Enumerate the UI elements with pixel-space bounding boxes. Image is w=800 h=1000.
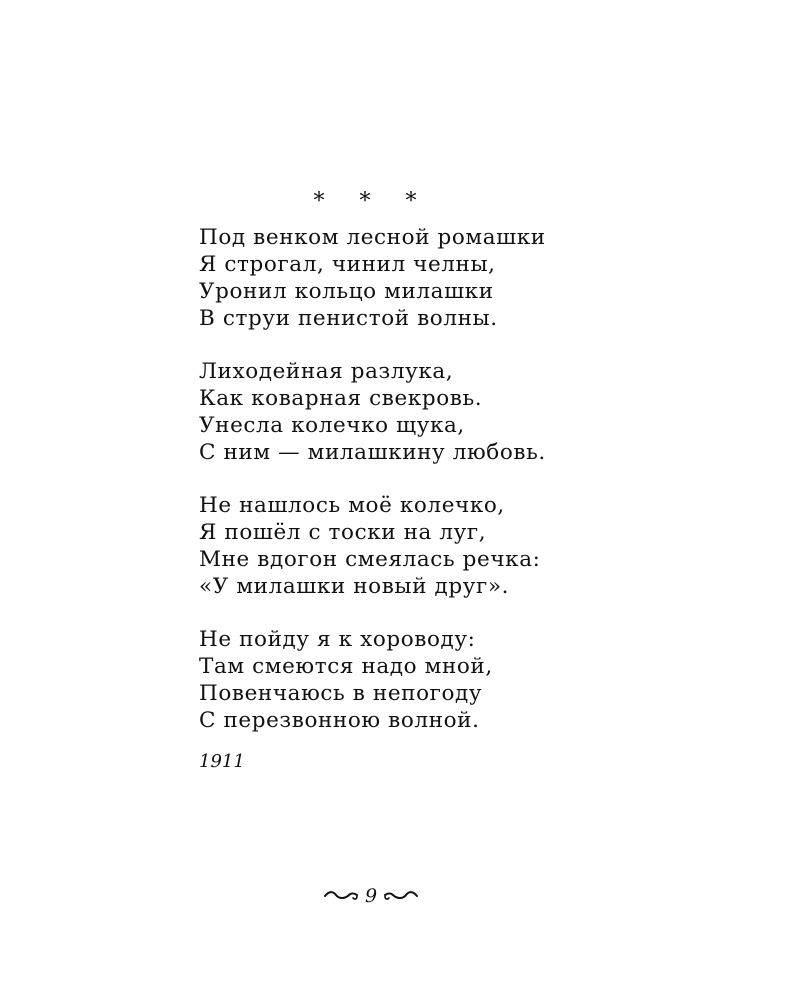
poem-line: «У милашки новый друг». bbox=[199, 574, 510, 599]
poem-date: 1911 bbox=[199, 751, 245, 772]
poem-line: С ним — милашкину любовь. bbox=[199, 440, 546, 465]
right-flourish-icon bbox=[383, 889, 419, 903]
stanza-4 bbox=[199, 626, 739, 734]
stanza-3 bbox=[199, 492, 739, 600]
page-number-footer bbox=[316, 882, 426, 910]
poem-line: Унесла колечко щука, bbox=[199, 413, 465, 438]
poem-line: Уронил кольцо милашки bbox=[199, 279, 494, 304]
stanza-1 bbox=[199, 224, 739, 332]
poem-line: Я строгал, чинил челны, bbox=[199, 252, 496, 277]
poem-line: Лиходейная разлука, bbox=[199, 359, 454, 384]
poem-line: Не нашлось моё колечко, bbox=[199, 493, 505, 518]
poem-line: Повенчаюсь в непогоду bbox=[199, 681, 483, 706]
left-flourish-icon bbox=[323, 889, 359, 903]
poem-line: В струи пенистой волны. bbox=[199, 306, 498, 331]
poem-line: Я пошёл с тоски на луг, bbox=[199, 520, 487, 545]
stanza-2 bbox=[199, 358, 739, 466]
poem-separator: * * * bbox=[313, 189, 431, 214]
poem-line: Мне вдогон смеялась речка: bbox=[199, 547, 541, 572]
poem-line: С перезвонною волной. bbox=[199, 708, 480, 733]
poem-line: Под венком лесной ромашки bbox=[199, 225, 546, 250]
poem-line: Как коварная свекровь. bbox=[199, 386, 483, 411]
poem-line: Там смеются надо мной, bbox=[199, 654, 493, 679]
poem-text bbox=[199, 224, 739, 760]
page-number: 9 bbox=[364, 885, 378, 907]
poem-line: Не пойду я к хороводу: bbox=[199, 627, 476, 652]
